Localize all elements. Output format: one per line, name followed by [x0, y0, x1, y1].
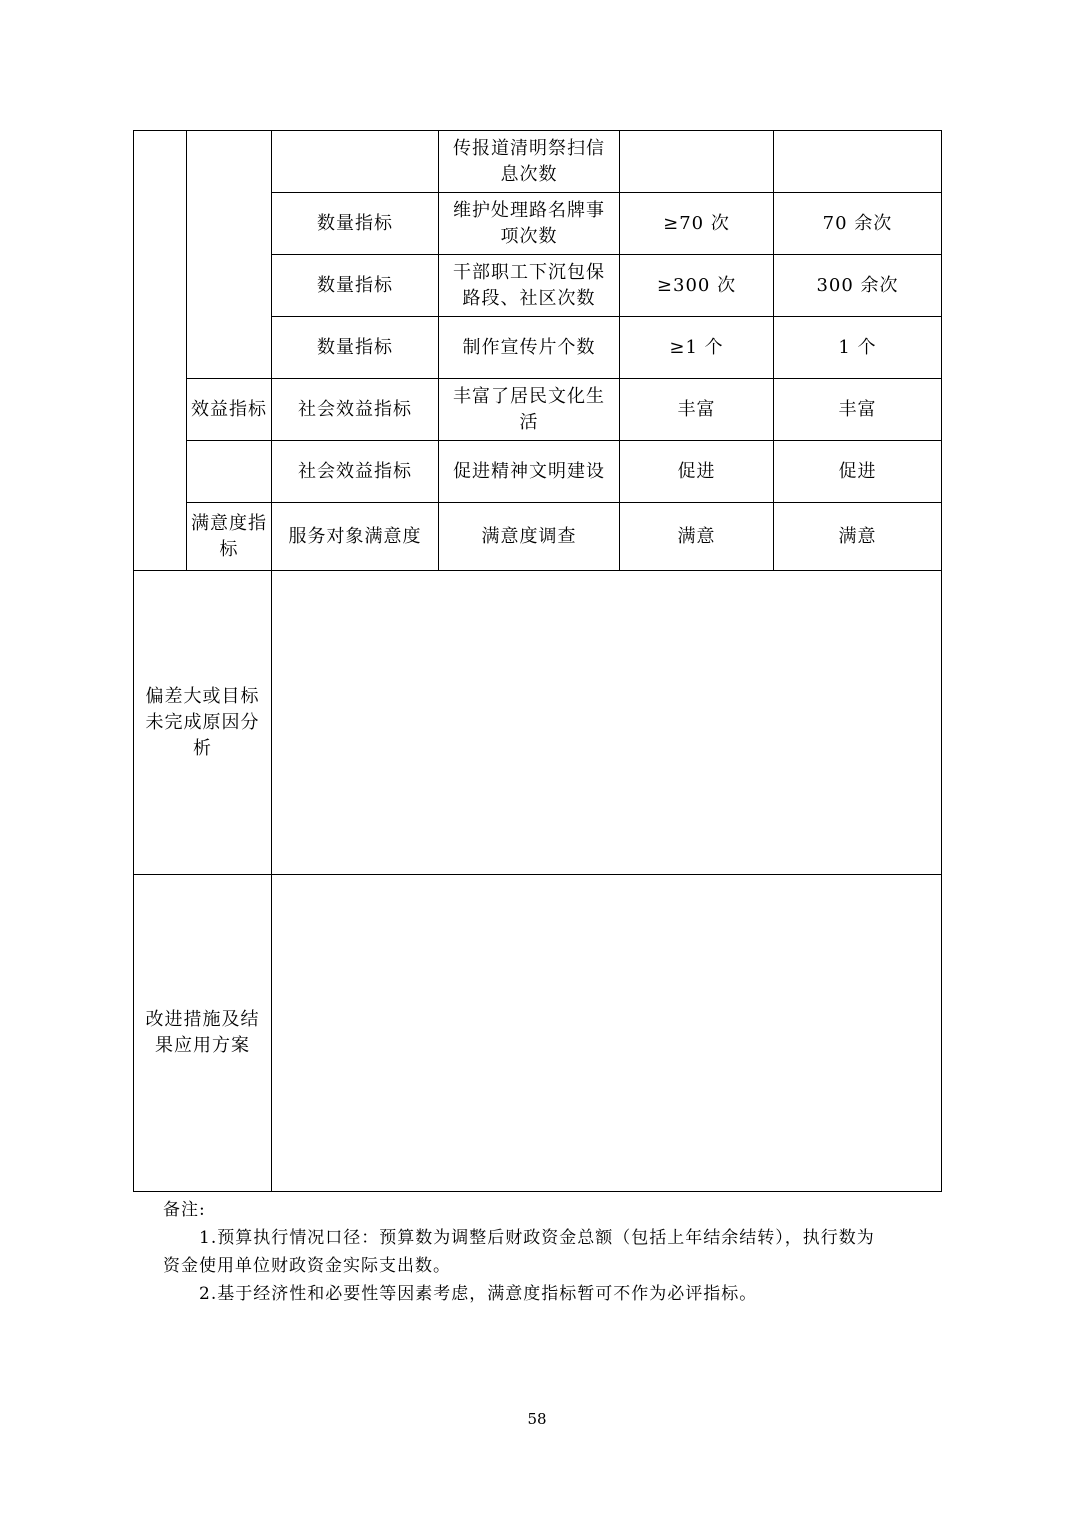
indicator-cell: 数量指标 — [272, 317, 439, 379]
category-cell — [187, 131, 272, 379]
note-1-line-1: 1.预算执行情况口径：预算数为调整后财政资金总额（包括上年结余结转），执行数为 — [199, 1228, 875, 1248]
category-cell — [187, 441, 272, 503]
actual-cell — [774, 131, 942, 193]
indicator-cell — [272, 131, 439, 193]
deviation-label: 偏差大或目标未完成原因分析 — [134, 571, 272, 875]
outer-category-cell — [134, 131, 187, 571]
target-cell: ≥1 个 — [620, 317, 774, 379]
category-cell: 效益指标 — [187, 379, 272, 441]
note-1-line-2: 资金使用单位财政资金实际支出数。 — [163, 1256, 451, 1276]
table-row — [134, 441, 942, 503]
detail-cell: 促进精神文明建设 — [439, 441, 620, 503]
indicator-cell: 数量指标 — [272, 193, 439, 255]
indicator-cell: 社会效益指标 — [272, 379, 439, 441]
indicator-cell: 数量指标 — [272, 255, 439, 317]
deviation-row — [134, 571, 942, 875]
detail-cell: 满意度调查 — [439, 503, 620, 571]
performance-table — [133, 130, 942, 1192]
actual-cell: 1 个 — [774, 317, 942, 379]
table-row — [134, 379, 942, 441]
actual-cell: 促进 — [774, 441, 942, 503]
improvement-content — [272, 875, 942, 1192]
table-row — [134, 131, 942, 193]
page-number: 58 — [527, 1410, 547, 1428]
category-cell: 满意度指 标 — [187, 503, 272, 571]
target-cell — [620, 131, 774, 193]
detail-cell: 制作宣传片个数 — [439, 317, 620, 379]
actual-cell: 70 余次 — [774, 193, 942, 255]
indicator-cell: 社会效益指标 — [272, 441, 439, 503]
deviation-content — [272, 571, 942, 875]
target-cell: ≥70 次 — [620, 193, 774, 255]
detail-cell: 干部职工下沉包保路段、社区次数 — [439, 255, 620, 317]
target-cell: ≥300 次 — [620, 255, 774, 317]
notes-heading: 备注: — [163, 1200, 206, 1220]
actual-cell: 满意 — [774, 503, 942, 571]
detail-cell: 丰富了居民文化生活 — [439, 379, 620, 441]
improvement-label: 改进措施及结果应用方案 — [134, 875, 272, 1192]
detail-cell: 传报道清明祭扫信息次数 — [439, 131, 620, 193]
target-cell: 促进 — [620, 441, 774, 503]
notes-section — [163, 1196, 923, 1308]
target-cell: 满意 — [620, 503, 774, 571]
table-row — [134, 503, 942, 571]
indicator-cell: 服务对象满意度 — [272, 503, 439, 571]
detail-cell: 维护处理路名牌事项次数 — [439, 193, 620, 255]
target-cell: 丰富 — [620, 379, 774, 441]
actual-cell: 丰富 — [774, 379, 942, 441]
actual-cell: 300 余次 — [774, 255, 942, 317]
improvement-row — [134, 875, 942, 1192]
note-2: 2.基于经济性和必要性等因素考虑，满意度指标暂可不作为必评指标。 — [199, 1284, 758, 1304]
